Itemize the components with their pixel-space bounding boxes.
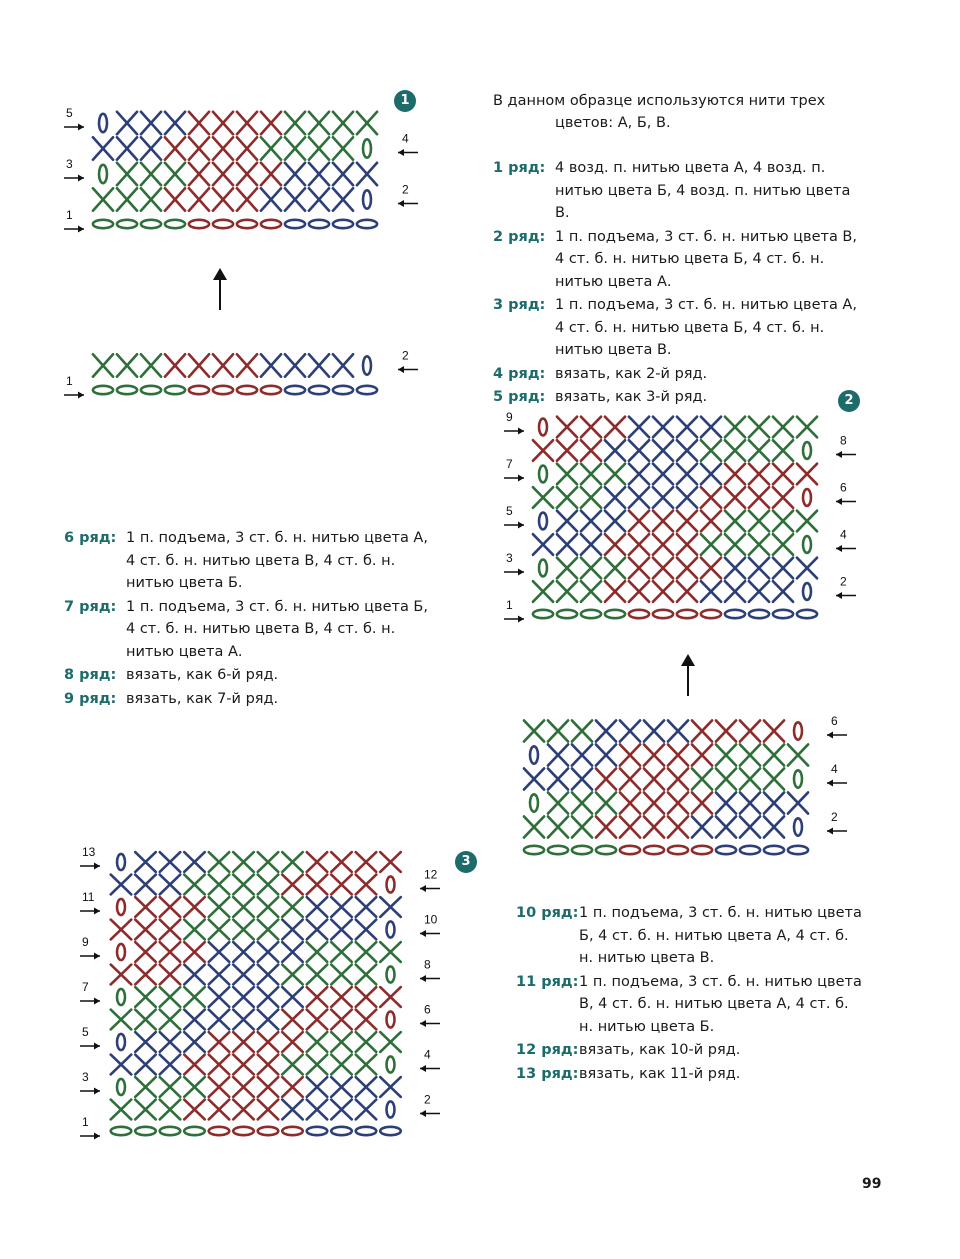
row-direction-arrow-right — [80, 908, 100, 915]
row-number-left: 1 — [82, 1115, 89, 1129]
single-crochet-stitch — [380, 942, 401, 962]
single-crochet-stitch — [135, 1100, 156, 1120]
single-crochet-stitch — [331, 987, 352, 1007]
single-crochet-stitch — [331, 897, 352, 917]
row-number-left: 3 — [506, 551, 513, 565]
row-direction-arrow-left — [420, 975, 440, 982]
single-crochet-stitch — [331, 1077, 352, 1097]
single-crochet-stitch — [307, 852, 328, 872]
single-crochet-stitch — [258, 920, 279, 940]
row-number-right: 6 — [831, 714, 838, 728]
row-direction-arrow-right — [80, 1088, 100, 1095]
row-number-right: 4 — [831, 762, 838, 776]
single-crochet-stitch — [209, 942, 230, 962]
single-crochet-stitch — [331, 920, 352, 940]
single-crochet-stitch — [356, 920, 377, 940]
single-crochet-stitch — [233, 852, 254, 872]
single-crochet-stitch — [209, 852, 230, 872]
row-direction-arrow-left — [420, 1065, 440, 1072]
single-crochet-stitch — [356, 852, 377, 872]
single-crochet-stitch — [307, 920, 328, 940]
single-crochet-stitch — [111, 965, 132, 985]
single-crochet-stitch — [233, 920, 254, 940]
chain-stitch — [331, 1127, 352, 1135]
single-crochet-stitch — [331, 875, 352, 895]
single-crochet-stitch — [160, 987, 181, 1007]
row-number-left: 7 — [82, 980, 89, 994]
intro-text — [493, 90, 893, 134]
single-crochet-stitch — [258, 875, 279, 895]
single-crochet-stitch — [184, 920, 205, 940]
turning-chain — [387, 1101, 395, 1117]
single-crochet-stitch — [135, 920, 156, 940]
row-number-right: 2 — [402, 182, 409, 197]
single-crochet-stitch — [184, 1055, 205, 1075]
single-crochet-stitch — [135, 1077, 156, 1097]
row-number-left: 1 — [66, 374, 73, 388]
row-number-right: 10 — [424, 912, 438, 927]
row-number-right: 6 — [840, 480, 847, 495]
row-direction-arrow-left — [420, 1020, 440, 1027]
single-crochet-stitch — [135, 1032, 156, 1052]
turning-chain — [387, 876, 395, 892]
single-crochet-stitch — [307, 897, 328, 917]
single-crochet-stitch — [233, 942, 254, 962]
chain-stitch — [380, 1127, 401, 1135]
row-number-left: 3 — [82, 1070, 89, 1084]
single-crochet-stitch — [282, 1010, 303, 1030]
row-number-right: 2 — [402, 348, 409, 363]
instruction-row: 12 ряд: вязать, как 10-й ряд. — [516, 1042, 741, 1058]
row-number-right: 4 — [840, 527, 847, 542]
turning-chain — [117, 1079, 125, 1095]
single-crochet-stitch — [356, 1077, 377, 1097]
row-number-left: 1 — [66, 208, 73, 222]
rows-1-5-instructions — [493, 157, 868, 410]
single-crochet-stitch — [307, 1032, 328, 1052]
chain-stitch — [135, 1127, 156, 1135]
single-crochet-stitch — [380, 897, 401, 917]
single-crochet-stitch — [258, 965, 279, 985]
instruction-row: 1 ряд: 4 возд. п. нитью цвета А, 4 возд. п. нитью цвета Б, 4 возд. п. нитью цвета В. — [493, 160, 851, 221]
single-crochet-stitch — [307, 875, 328, 895]
row-direction-arrow-left — [420, 930, 440, 937]
single-crochet-stitch — [135, 875, 156, 895]
single-crochet-stitch — [258, 942, 279, 962]
instruction-row: 5 ряд: вязать, как 3-й ряд. — [493, 389, 708, 405]
single-crochet-stitch — [135, 942, 156, 962]
single-crochet-stitch — [307, 1010, 328, 1030]
single-crochet-stitch — [282, 1077, 303, 1097]
single-crochet-stitch — [184, 875, 205, 895]
single-crochet-stitch — [282, 965, 303, 985]
single-crochet-stitch — [160, 1055, 181, 1075]
single-crochet-stitch — [135, 965, 156, 985]
single-crochet-stitch — [233, 1100, 254, 1120]
single-crochet-stitch — [331, 1032, 352, 1052]
instruction-row: 13 ряд: вязать, как 11-й ряд. — [516, 1065, 741, 1082]
single-crochet-stitch — [233, 875, 254, 895]
single-crochet-stitch — [331, 942, 352, 962]
single-crochet-stitch — [258, 1055, 279, 1075]
single-crochet-stitch — [111, 1100, 132, 1120]
instruction-row: 9 ряд: вязать, как 7-й ряд. — [64, 690, 279, 707]
single-crochet-stitch — [135, 987, 156, 1007]
row-number-left: 9 — [82, 935, 89, 949]
single-crochet-stitch — [258, 987, 279, 1007]
diagram-badge-2: 2 — [838, 390, 860, 412]
row-number-left: 11 — [82, 890, 95, 904]
single-crochet-stitch — [160, 1100, 181, 1120]
row-number-right: 4 — [402, 131, 409, 146]
single-crochet-stitch — [160, 852, 181, 872]
turning-chain — [117, 1034, 125, 1050]
row-number-right: 12 — [424, 867, 438, 882]
single-crochet-stitch — [282, 875, 303, 895]
single-crochet-stitch — [209, 1010, 230, 1030]
single-crochet-stitch — [209, 965, 230, 985]
single-crochet-stitch — [135, 897, 156, 917]
single-crochet-stitch — [184, 1010, 205, 1030]
turning-chain — [117, 944, 125, 960]
single-crochet-stitch — [282, 897, 303, 917]
single-crochet-stitch — [258, 1100, 279, 1120]
row-direction-arrow-left — [420, 1110, 440, 1117]
rows-10-13-instructions — [516, 902, 866, 1086]
single-crochet-stitch — [356, 897, 377, 917]
intro-line-2: цветов: А, Б, В. — [555, 115, 671, 131]
diagram-badge-3: 3 — [455, 851, 477, 873]
row-number-right: 4 — [424, 1047, 431, 1062]
single-crochet-stitch — [307, 1077, 328, 1097]
single-crochet-stitch — [209, 1032, 230, 1052]
single-crochet-stitch — [111, 1055, 132, 1075]
single-crochet-stitch — [282, 987, 303, 1007]
single-crochet-stitch — [380, 1032, 401, 1052]
single-crochet-stitch — [282, 1100, 303, 1120]
up-arrow-1 — [219, 272, 221, 310]
row-number-left: 7 — [506, 457, 513, 471]
row-number-right: 2 — [831, 810, 838, 824]
single-crochet-stitch — [209, 1077, 230, 1097]
single-crochet-stitch — [111, 920, 132, 940]
row-direction-arrow-left — [420, 885, 440, 892]
single-crochet-stitch — [356, 1055, 377, 1075]
single-crochet-stitch — [160, 1010, 181, 1030]
turning-chain — [387, 1056, 395, 1072]
row-number-left: 5 — [82, 1025, 89, 1039]
turning-chain — [117, 899, 125, 915]
turning-chain — [117, 854, 125, 870]
single-crochet-stitch — [258, 897, 279, 917]
row-direction-arrow-right — [80, 1043, 100, 1050]
chain-stitch — [160, 1127, 181, 1135]
instruction-row: 8 ряд: вязать, как 6-й ряд. — [64, 667, 279, 683]
single-crochet-stitch — [380, 1077, 401, 1097]
chain-stitch — [111, 1127, 132, 1135]
page-number: 99 — [862, 1176, 882, 1192]
single-crochet-stitch — [233, 1032, 254, 1052]
single-crochet-stitch — [209, 1100, 230, 1120]
chain-stitch — [209, 1127, 230, 1135]
single-crochet-stitch — [282, 1032, 303, 1052]
rows-6-9-instructions — [64, 527, 436, 711]
single-crochet-stitch — [233, 1010, 254, 1030]
instruction-row: 2 ряд: 1 п. подъема, 3 ст. б. н. нитью цвета В, 4 ст. б. н. нитью цвета Б, 4 ст. б. н. нитью цвета А. — [493, 228, 857, 290]
single-crochet-stitch — [209, 920, 230, 940]
single-crochet-stitch — [356, 965, 377, 985]
single-crochet-stitch — [380, 852, 401, 872]
single-crochet-stitch — [184, 897, 205, 917]
instruction-row: 7 ряд: 1 п. подъема, 3 ст. б. н. нитью цвета Б, 4 ст. б. н. нитью цвета В, 4 ст. б. н. нитью цвета А. — [64, 598, 428, 660]
single-crochet-stitch — [356, 987, 377, 1007]
single-crochet-stitch — [233, 1077, 254, 1097]
single-crochet-stitch — [184, 852, 205, 872]
single-crochet-stitch — [209, 987, 230, 1007]
single-crochet-stitch — [258, 1032, 279, 1052]
single-crochet-stitch — [160, 965, 181, 985]
turning-chain — [387, 1011, 395, 1027]
single-crochet-stitch — [184, 1032, 205, 1052]
single-crochet-stitch — [331, 1100, 352, 1120]
chain-stitch — [356, 1127, 377, 1135]
turning-chain — [387, 966, 395, 982]
single-crochet-stitch — [282, 920, 303, 940]
single-crochet-stitch — [184, 987, 205, 1007]
single-crochet-stitch — [160, 920, 181, 940]
single-crochet-stitch — [331, 1010, 352, 1030]
single-crochet-stitch — [356, 875, 377, 895]
single-crochet-stitch — [209, 1055, 230, 1075]
single-crochet-stitch — [282, 1055, 303, 1075]
single-crochet-stitch — [307, 1055, 328, 1075]
row-number-left: 5 — [506, 504, 513, 518]
single-crochet-stitch — [233, 965, 254, 985]
single-crochet-stitch — [307, 987, 328, 1007]
single-crochet-stitch — [356, 1100, 377, 1120]
chain-stitch — [258, 1127, 279, 1135]
single-crochet-stitch — [233, 1055, 254, 1075]
single-crochet-stitch — [233, 987, 254, 1007]
single-crochet-stitch — [356, 1010, 377, 1030]
single-crochet-stitch — [331, 1055, 352, 1075]
single-crochet-stitch — [209, 875, 230, 895]
single-crochet-stitch — [111, 875, 132, 895]
single-crochet-stitch — [160, 897, 181, 917]
single-crochet-stitch — [356, 942, 377, 962]
intro-line-1: В данном образце используются нити трех — [493, 93, 826, 109]
row-direction-arrow-right — [80, 863, 100, 870]
diagram-badge-1: 1 — [394, 90, 416, 112]
row-number-left: 5 — [66, 106, 73, 120]
up-arrow-2 — [687, 658, 689, 696]
single-crochet-stitch — [160, 1032, 181, 1052]
single-crochet-stitch — [356, 1032, 377, 1052]
row-number-right: 8 — [840, 433, 847, 448]
single-crochet-stitch — [258, 1077, 279, 1097]
instruction-row: 4 ряд: вязать, как 2-й ряд. — [493, 365, 708, 382]
instruction-row: 3 ряд: 1 п. подъема, 3 ст. б. н. нитью цвета А, 4 ст. б. н. нитью цвета Б, 4 ст. б. н. нитью цвета В. — [493, 297, 857, 358]
single-crochet-stitch — [209, 897, 230, 917]
single-crochet-stitch — [184, 1077, 205, 1097]
single-crochet-stitch — [258, 1010, 279, 1030]
single-crochet-stitch — [160, 1077, 181, 1097]
single-crochet-stitch — [135, 852, 156, 872]
single-crochet-stitch — [331, 965, 352, 985]
turning-chain — [387, 921, 395, 937]
row-number-right: 6 — [424, 1002, 431, 1017]
single-crochet-stitch — [380, 987, 401, 1007]
single-crochet-stitch — [184, 965, 205, 985]
row-number-left: 9 — [506, 410, 513, 424]
chain-stitch — [233, 1127, 254, 1135]
row-number-left: 1 — [506, 598, 513, 612]
row-number-right: 8 — [424, 957, 431, 972]
single-crochet-stitch — [135, 1010, 156, 1030]
row-direction-arrow-right — [80, 1133, 100, 1140]
instruction-row: 10 ряд: 1 п. подъема, 3 ст. б. н. нитью цвета Б, 4 ст. б. н. нитью цвета А, 4 ст. б. н. нитью цвета В. — [516, 905, 862, 966]
single-crochet-stitch — [331, 852, 352, 872]
row-number-left: 13 — [82, 845, 96, 859]
row-direction-arrow-right — [80, 998, 100, 1005]
row-direction-arrow-right — [80, 953, 100, 960]
single-crochet-stitch — [111, 1010, 132, 1030]
single-crochet-stitch — [184, 1100, 205, 1120]
single-crochet-stitch — [282, 942, 303, 962]
single-crochet-stitch — [160, 875, 181, 895]
chain-stitch — [184, 1127, 205, 1135]
chain-stitch — [307, 1127, 328, 1135]
row-number-right: 2 — [424, 1092, 431, 1107]
single-crochet-stitch — [307, 1100, 328, 1120]
single-crochet-stitch — [160, 942, 181, 962]
turning-chain — [117, 989, 125, 1005]
chain-stitch — [282, 1127, 303, 1135]
instruction-row: 6 ряд: 1 п. подъема, 3 ст. б. н. нитью цвета А, 4 ст. б. н. нитью цвета В, 4 ст. б. н. нитью цвета Б. — [64, 530, 428, 591]
instruction-row: 11 ряд: 1 п. подъема, 3 ст. б. н. нитью цвета В, 4 ст. б. н. нитью цвета А, 4 ст. б. н. нитью цвета Б. — [516, 973, 862, 1035]
single-crochet-stitch — [184, 942, 205, 962]
single-crochet-stitch — [258, 852, 279, 872]
single-crochet-stitch — [233, 897, 254, 917]
single-crochet-stitch — [135, 1055, 156, 1075]
row-number-left: 3 — [66, 157, 73, 171]
single-crochet-stitch — [282, 852, 303, 872]
row-number-right: 2 — [840, 574, 847, 589]
single-crochet-stitch — [307, 942, 328, 962]
single-crochet-stitch — [307, 965, 328, 985]
